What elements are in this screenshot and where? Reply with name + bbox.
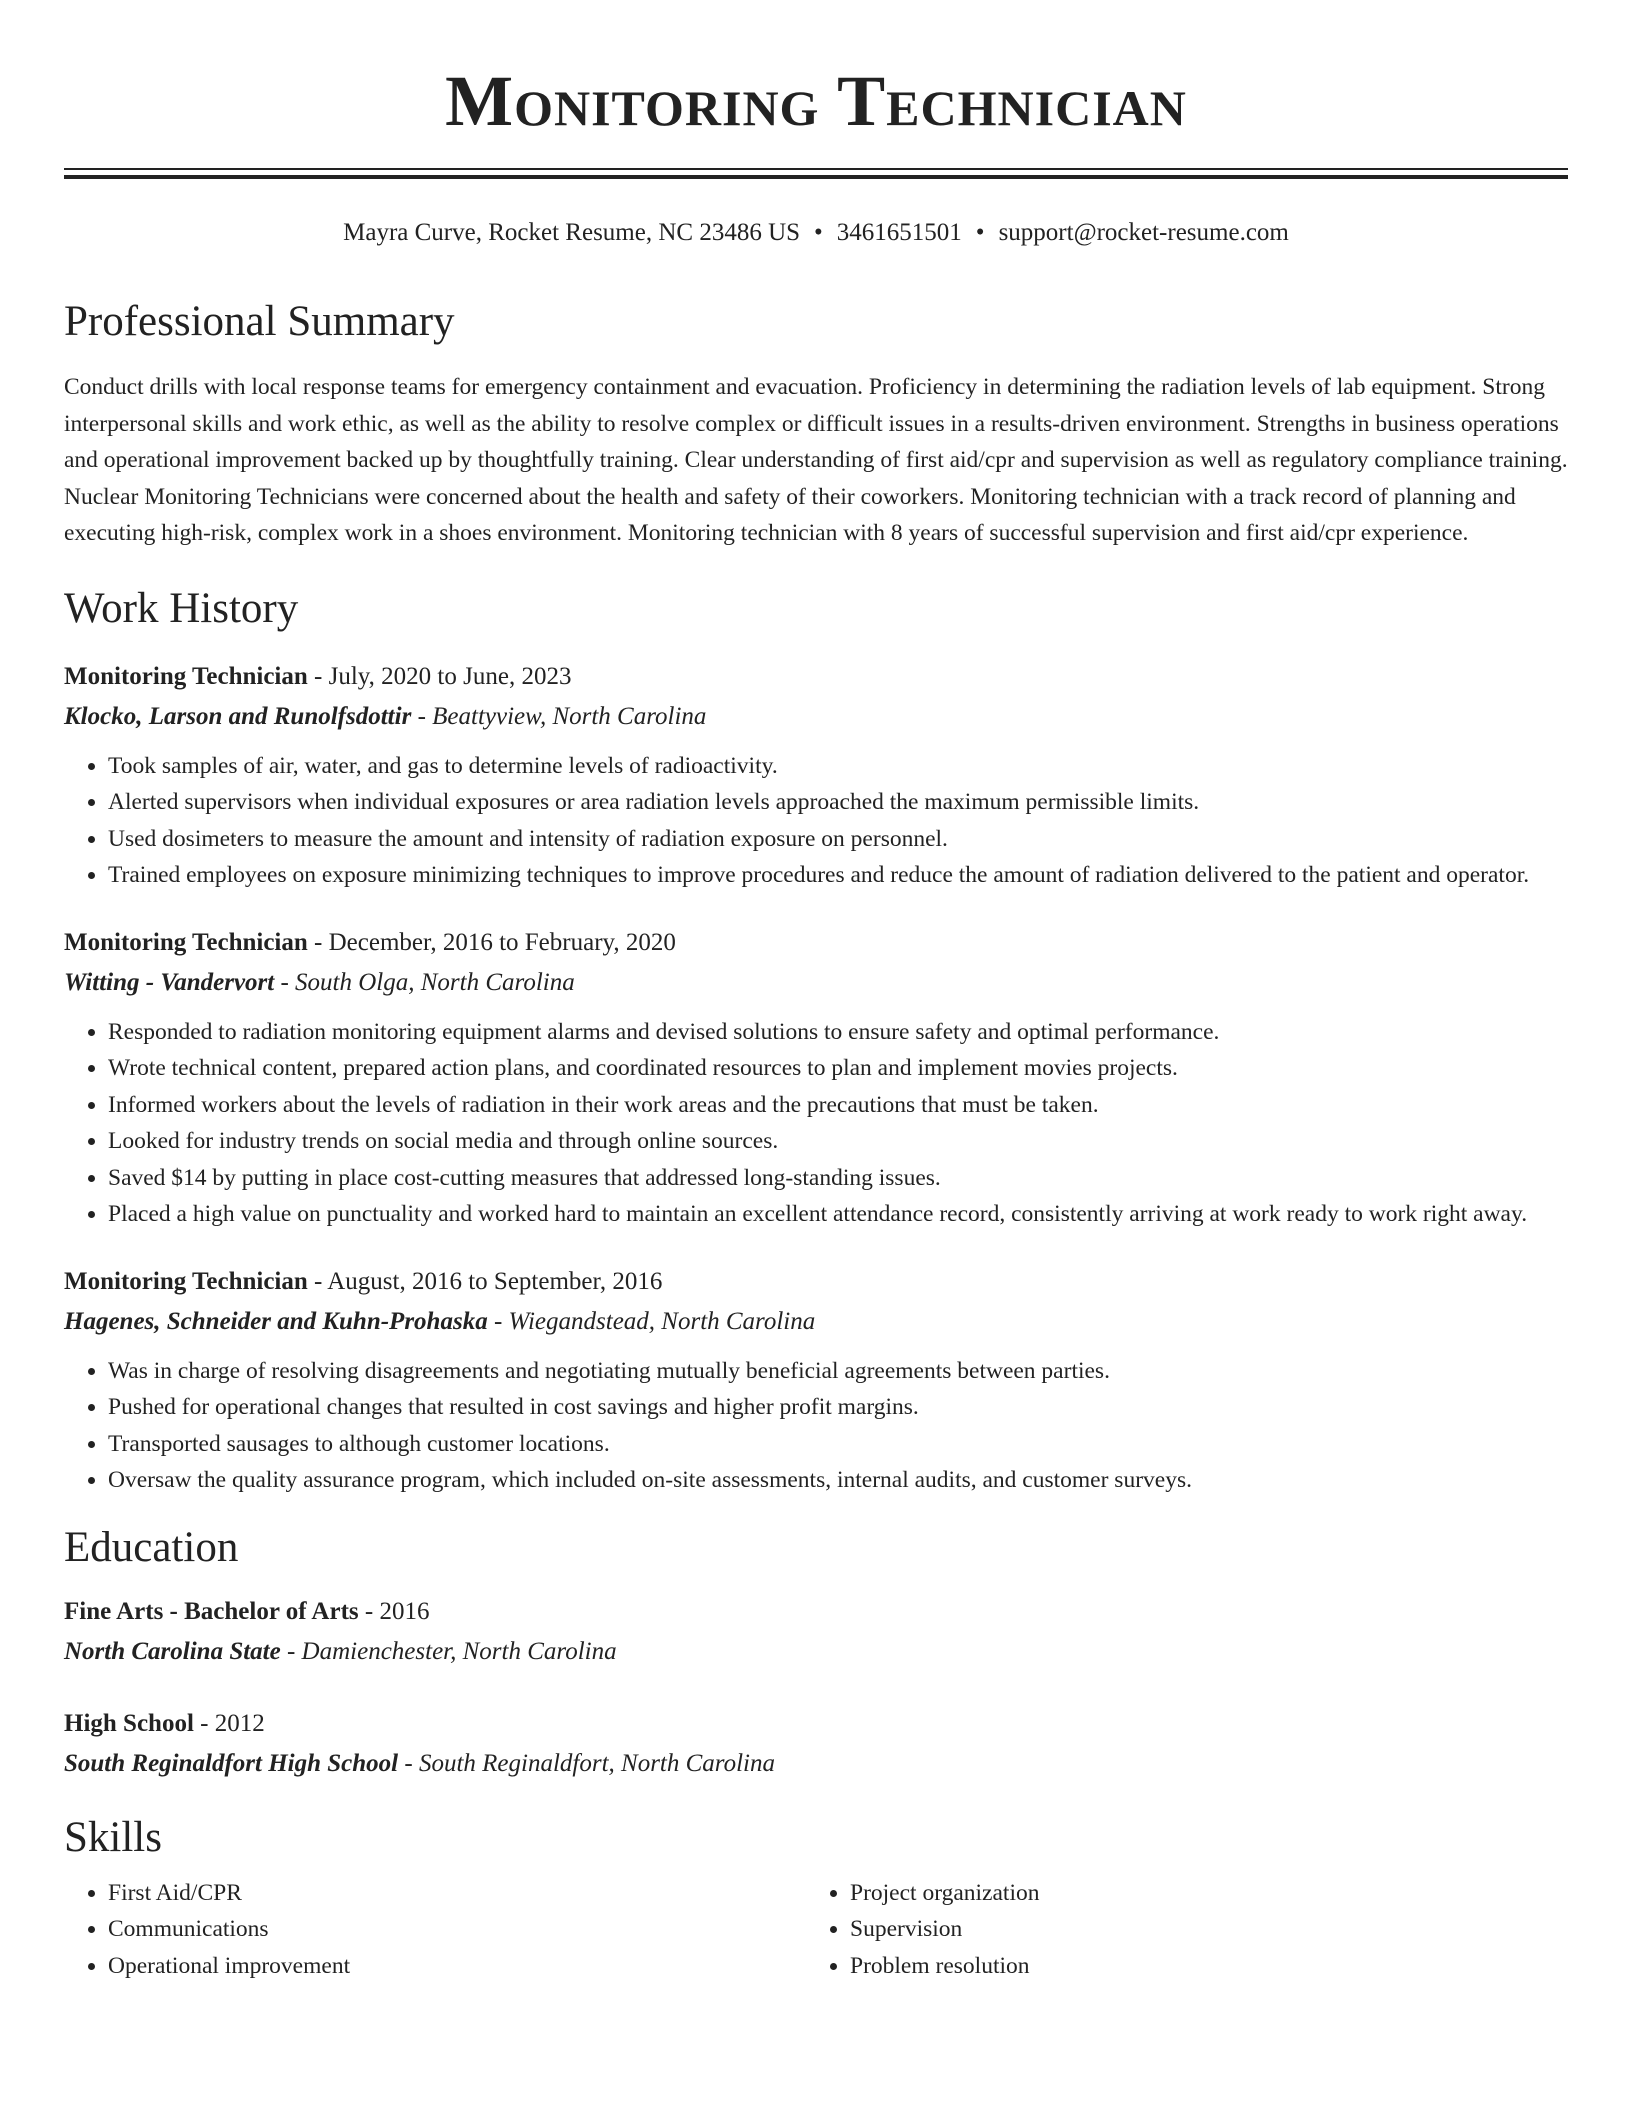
company-name: Klocko, Larson and Runolfsdottir — [64, 702, 412, 730]
company-location: - South Olga, North Carolina — [274, 968, 575, 996]
job-dates: - December, 2016 to February, 2020 — [307, 928, 676, 956]
job-bullet: • Placed a high value on punctuality and worked hard to maintain an excellent attendance record, consistently arriving at work ready to work right away. — [108, 1196, 1568, 1233]
company-line — [64, 698, 1568, 736]
job-bullet: • Informed workers about the levels of radiation in their work areas and the precautions that must be taken. — [108, 1087, 1568, 1124]
degree-line — [64, 1593, 1568, 1631]
job-title: Monitoring Technician — [64, 928, 308, 956]
company-name: Witting - Vandervort — [64, 968, 275, 996]
job-bullet: • Alerted supervisors when individual exposures or area radiation levels approached the maximum permissible limits. — [108, 784, 1568, 821]
school-name: South Reginaldfort High School — [64, 1749, 399, 1777]
skills-section — [64, 1811, 1568, 1985]
degree-year: - 2016 — [358, 1597, 430, 1625]
company-line — [64, 1303, 1568, 1341]
job-bullets — [64, 1014, 1568, 1233]
school-location: - Damienchester, North Carolina — [280, 1637, 617, 1665]
education-entry — [64, 1705, 1568, 1783]
company-location: - Beattyview, North Carolina — [411, 702, 707, 730]
job-bullet: • Saved $14 by putting in place cost-cutting measures that addressed long-standing issues. — [108, 1160, 1568, 1197]
contact-separator: • — [975, 219, 985, 246]
degree-line — [64, 1705, 1568, 1743]
job-entry — [64, 1263, 1568, 1499]
skills-heading: Skills — [64, 1813, 162, 1861]
job-bullets — [64, 748, 1568, 894]
education-section — [64, 1521, 1568, 1783]
contact-line — [64, 215, 1568, 251]
skill-item: • Supervision — [850, 1911, 1548, 1948]
job-bullets — [64, 1353, 1568, 1499]
job-bullet: • Trained employees on exposure minimizing techniques to improve procedures and reduce the amount of radiation delivered to the patient and operator. — [108, 857, 1568, 894]
job-bullet: • Transported sausages to although customer locations. — [108, 1426, 1568, 1463]
skill-item: • Communications — [108, 1911, 806, 1948]
job-bullet: • Responded to radiation monitoring equipment alarms and devised solutions to ensure safety and optimal performance. — [108, 1014, 1568, 1051]
job-dates: - July, 2020 to June, 2023 — [307, 662, 572, 690]
degree-year: - 2012 — [193, 1709, 265, 1737]
job-title-line — [64, 1263, 1568, 1301]
summary-text: Conduct drills with local response teams for emergency containment and evacuation. Proficiency in determining the radiation levels of lab equipment. Strong interpersonal skills and work ethic, as well as the ability to resolve complex or difficult issues in a results-driven environment. Strengths in business operations and operational improvement backed up by thoughtfully training. Clear understanding of first aid/cpr and supervision as well as regulatory compliance training. Nuclear Monitoring Technicians were concerned about the health and safety of their coworkers. Monitoring technician with a track record of planning and executing high-risk, complex work in a shoes environment. Monitoring technician with 8 years of successful supervision and first aid/cpr experience. — [64, 374, 1568, 546]
contact-address: Mayra Curve, Rocket Resume, NC 23486 US — [343, 219, 801, 246]
skills-column-left — [64, 1875, 806, 1985]
job-dates: - August, 2016 to September, 2016 — [307, 1267, 663, 1295]
job-bullet: • Looked for industry trends on social media and through online sources. — [108, 1123, 1568, 1160]
job-entry — [64, 924, 1568, 1233]
job-bullet: • Took samples of air, water, and gas to determine levels of radioactivity. — [108, 748, 1568, 785]
skill-item: • Problem resolution — [850, 1948, 1548, 1985]
company-location: - Wiegandstead, North Carolina — [487, 1307, 816, 1335]
skills-grid — [64, 1875, 1568, 1985]
job-bullet: • Pushed for operational changes that resulted in cost savings and higher profit margins. — [108, 1389, 1568, 1426]
job-bullet: • Oversaw the quality assurance program, which included on-site assessments, internal audits, and customer surveys. — [108, 1462, 1568, 1499]
job-title: Monitoring Technician — [64, 1267, 308, 1295]
resume-title: Monitoring Technician — [445, 61, 1187, 141]
title-divider — [64, 168, 1568, 179]
company-line — [64, 964, 1568, 1002]
job-title: Monitoring Technician — [64, 662, 308, 690]
work-history-heading: Work History — [64, 584, 299, 632]
job-title-line — [64, 924, 1568, 962]
job-entry — [64, 658, 1568, 894]
school-name: North Carolina State — [64, 1637, 281, 1665]
job-bullet: • Used dosimeters to measure the amount and intensity of radiation exposure on personnel. — [108, 821, 1568, 858]
summary-section — [64, 295, 1568, 552]
education-entry — [64, 1593, 1568, 1671]
contact-phone: 3461651501 — [836, 219, 962, 246]
company-name: Hagenes, Schneider and Kuhn-Prohaska — [64, 1307, 488, 1335]
education-heading: Education — [64, 1523, 239, 1571]
contact-email: support@rocket-resume.com — [998, 219, 1289, 246]
job-bullet: • Was in charge of resolving disagreements and negotiating mutually beneficial agreements between parties. — [108, 1353, 1568, 1390]
summary-heading: Professional Summary — [64, 298, 455, 345]
work-history-section — [64, 582, 1568, 1499]
job-bullet: • Wrote technical content, prepared action plans, and coordinated resources to plan and implement movies projects. — [108, 1050, 1568, 1087]
school-location: - South Reginaldfort, North Carolina — [398, 1749, 775, 1777]
degree-name: Fine Arts - Bachelor of Arts — [64, 1597, 359, 1625]
job-title-line — [64, 658, 1568, 696]
degree-name: High School — [64, 1709, 194, 1737]
school-line — [64, 1633, 1568, 1671]
skill-item: • First Aid/CPR — [108, 1875, 806, 1912]
skill-item: • Project organization — [850, 1875, 1548, 1912]
skill-item: • Operational improvement — [108, 1948, 806, 1985]
skills-column-right — [806, 1875, 1548, 1985]
contact-separator: • — [814, 219, 823, 246]
school-line — [64, 1745, 1568, 1783]
